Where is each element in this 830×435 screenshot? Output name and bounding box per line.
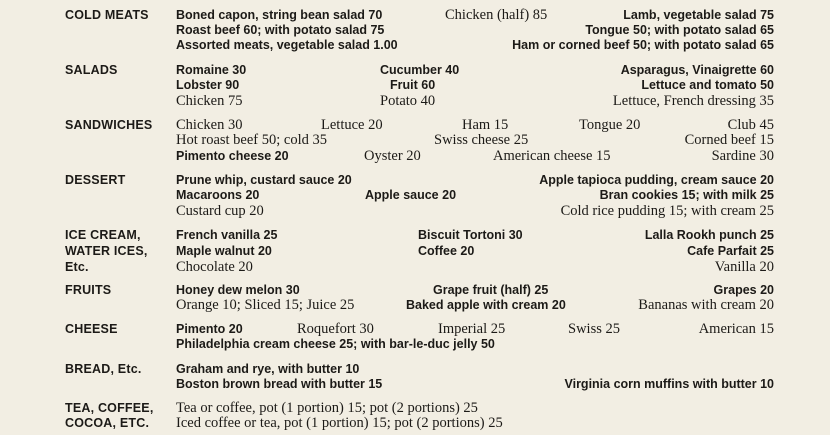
menu-item: Assorted meats, vegetable salad 1.00: [176, 38, 398, 52]
category-label: COCOA, ETC.: [65, 416, 150, 430]
menu-item: Tongue 20: [579, 117, 641, 133]
menu-item: Orange 10; Sliced 15; Juice 25: [176, 297, 355, 313]
category-label: TEA, COFFEE,: [65, 401, 154, 415]
menu-item: Lettuce 20: [321, 117, 383, 133]
menu-item: American cheese 15: [493, 148, 611, 164]
menu-item: Baked apple with cream 20: [406, 298, 566, 312]
menu-item: Swiss 25: [568, 321, 620, 337]
menu-item: Lobster 90: [176, 78, 240, 92]
menu-item: Apple tapioca pudding, cream sauce 20: [539, 173, 774, 187]
menu-item: Lamb, vegetable salad 75: [623, 8, 774, 22]
menu-item: Lettuce and tomato 50: [641, 78, 774, 92]
menu-item: Chocolate 20: [176, 259, 253, 275]
menu-item: Coffee 20: [418, 244, 475, 258]
menu-item: Honey dew melon 30: [176, 283, 300, 297]
category-label: WATER ICES,: [65, 244, 148, 258]
menu-item: Chicken 30: [176, 117, 243, 133]
menu-item: Virginia corn muffins with butter 10: [564, 377, 774, 391]
menu-item: Custard cup 20: [176, 203, 264, 219]
menu-item: Bran cookies 15; with milk 25: [599, 188, 774, 202]
category-label: SALADS: [65, 63, 118, 77]
menu-item: Vanilla 20: [714, 259, 774, 275]
menu-item: Fruit 60: [390, 78, 436, 92]
menu-item: Boston brown bread with butter 15: [176, 377, 383, 391]
menu-item: Roquefort 30: [297, 321, 374, 337]
menu-item: Apple sauce 20: [365, 188, 457, 202]
menu-item: Maple walnut 20: [176, 244, 272, 258]
menu-item: Lettuce, French dressing 35: [612, 93, 774, 109]
menu-item: Pimento cheese 20: [176, 149, 289, 163]
menu-item: Prune whip, custard sauce 20: [176, 173, 352, 187]
category-label: BREAD, Etc.: [65, 362, 142, 376]
menu-item: Iced coffee or tea, pot (1 portion) 15; pot (2 portions) 25: [176, 415, 503, 431]
category-label: SANDWICHES: [65, 118, 153, 132]
menu-item: American 15: [698, 321, 774, 337]
menu-item: Ham 15: [462, 117, 509, 133]
menu-item: Chicken (half) 85: [445, 7, 548, 23]
menu-item: Romaine 30: [176, 63, 247, 77]
category-label: FRUITS: [65, 283, 112, 297]
menu-item: Graham and rye, with butter 10: [176, 362, 360, 376]
menu-item: Swiss cheese 25: [434, 132, 529, 148]
menu-item: Potato 40: [380, 93, 436, 109]
category-label: Etc.: [65, 260, 89, 274]
category-label: CHEESE: [65, 322, 118, 336]
menu-item: Cold rice pudding 15; with cream 25: [560, 203, 774, 219]
menu-item: Grape fruit (half) 25: [433, 283, 549, 297]
menu-item: Tea or coffee, pot (1 portion) 15; pot (2 portions) 25: [176, 400, 478, 416]
menu-item: Ham or corned beef 50; with potato salad 65: [512, 38, 774, 52]
menu-item: Grapes 20: [713, 283, 774, 297]
menu-item: Biscuit Tortoni 30: [418, 228, 523, 242]
menu-item: Philadelphia cream cheese 25; with bar-le-duc jelly 50: [176, 337, 495, 351]
menu-item: Hot roast beef 50; cold 35: [176, 132, 328, 148]
category-label: DESSERT: [65, 173, 126, 187]
menu-item: Tongue 50; with potato salad 65: [585, 23, 774, 37]
menu-item: Corned beef 15: [684, 132, 774, 148]
menu-item: Sardine 30: [711, 148, 774, 164]
menu-item: Imperial 25: [438, 321, 506, 337]
menu-item: Chicken 75: [176, 93, 243, 109]
menu-item: Macaroons 20: [176, 188, 260, 202]
menu-item: Boned capon, string bean salad 70: [176, 8, 383, 22]
menu-item: Roast beef 60; with potato salad 75: [176, 23, 385, 37]
category-label: COLD MEATS: [65, 8, 149, 22]
menu-item: Cucumber 40: [380, 63, 460, 77]
menu-item: Club 45: [727, 117, 774, 133]
menu-item: Cafe Parfait 25: [687, 244, 774, 258]
menu-item: Bananas with cream 20: [638, 297, 774, 313]
category-label: ICE CREAM,: [65, 228, 141, 242]
menu-item: Pimento 20: [176, 322, 243, 336]
menu-item: Asparagus, Vinaigrette 60: [620, 63, 774, 77]
menu-item: Oyster 20: [364, 148, 421, 164]
menu-item: Lalla Rookh punch 25: [644, 228, 774, 242]
menu-item: French vanilla 25: [176, 228, 278, 242]
